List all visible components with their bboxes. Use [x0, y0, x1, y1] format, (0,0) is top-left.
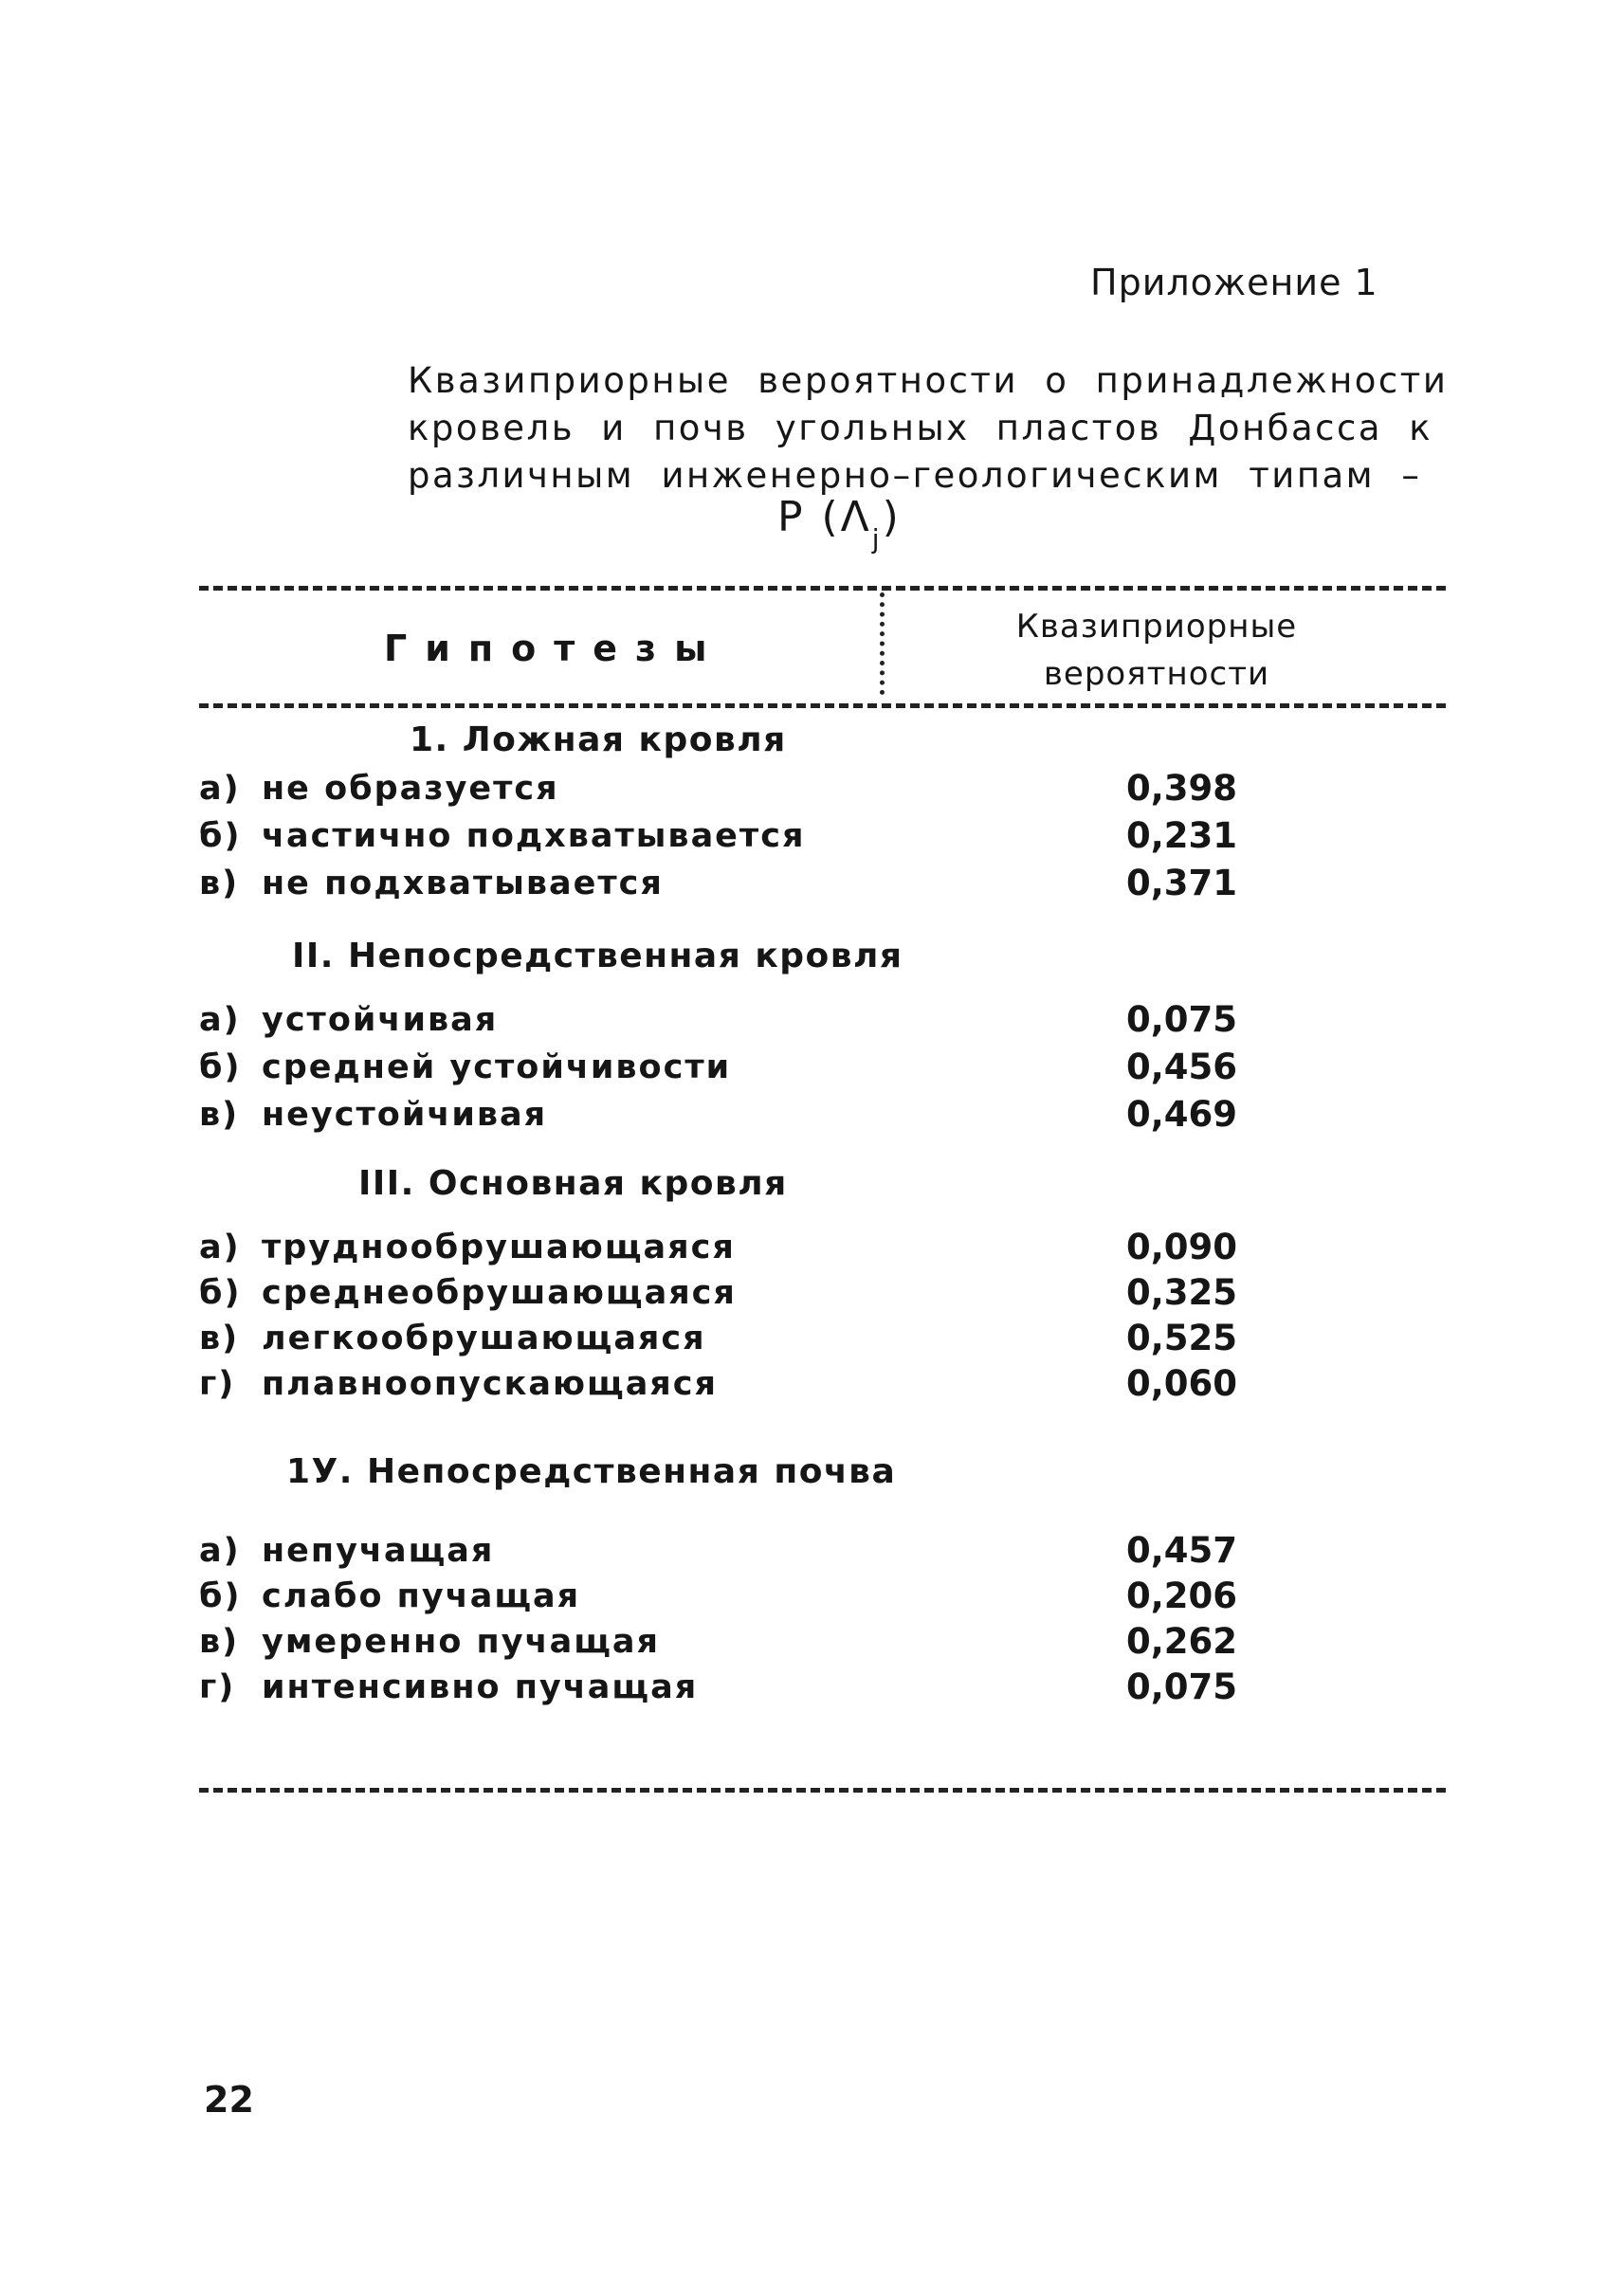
row-marker: а) — [199, 1229, 241, 1266]
formula-base: P (Λ — [777, 493, 872, 541]
row-value: 0,525 — [1125, 1318, 1237, 1358]
section-title: 1. Ложная кровля — [410, 720, 787, 759]
header-column-divider — [880, 592, 885, 695]
row-marker: б) — [199, 1048, 242, 1086]
appendix-label: Приложение 1 — [1090, 262, 1378, 303]
row-value: 0,231 — [1125, 815, 1237, 856]
row-value: 0,456 — [1125, 1047, 1237, 1087]
row-value: 0,060 — [1125, 1363, 1237, 1404]
table-bottom-rule — [199, 1788, 1446, 1793]
table-row — [199, 865, 664, 902]
row-value: 0,206 — [1125, 1576, 1237, 1616]
table-title-line-3: различным инженерно–геологическим типам – — [408, 455, 1422, 496]
section-title: II. Непосредственная кровля — [292, 937, 903, 975]
row-label: не подхватывается — [262, 865, 664, 902]
section-title: III. Основная кровля — [358, 1164, 788, 1203]
page-number: 22 — [204, 2079, 254, 2121]
row-label: легкообрушающаяся — [262, 1320, 706, 1357]
row-label: умеренно пучащая — [262, 1623, 660, 1661]
column-header-hypotheses: Гипотезы — [384, 628, 725, 669]
table-row — [199, 1229, 736, 1266]
table-row — [199, 1577, 580, 1615]
table-row — [199, 1668, 698, 1706]
row-value: 0,371 — [1125, 863, 1237, 903]
formula-close: ) — [882, 493, 902, 541]
section-title: 1У. Непосредственная почва — [286, 1452, 897, 1491]
row-marker: б) — [199, 1274, 242, 1312]
row-marker: в) — [199, 1623, 240, 1661]
row-value: 0,262 — [1125, 1621, 1237, 1662]
table-row — [199, 817, 805, 855]
row-marker: б) — [199, 1577, 242, 1615]
row-label: частично подхватывается — [262, 817, 806, 855]
row-marker: г) — [199, 1668, 236, 1706]
row-value: 0,457 — [1125, 1530, 1237, 1571]
table-row — [199, 1048, 731, 1086]
row-label: не образуется — [262, 770, 559, 808]
row-marker: в) — [199, 1096, 240, 1134]
row-label: устойчивая — [262, 1001, 499, 1039]
column-header-probabilities: Квазиприорные вероятности — [1015, 608, 1298, 693]
row-value: 0,398 — [1125, 768, 1237, 809]
table-row — [199, 1365, 718, 1403]
row-marker: в) — [199, 1320, 240, 1357]
row-label: непучащая — [262, 1532, 495, 1570]
row-marker: а) — [199, 770, 241, 808]
table-top-rule — [199, 586, 1446, 591]
table-row — [199, 1001, 498, 1039]
table-row — [199, 1096, 547, 1134]
row-label: плавноопускающаяся — [262, 1365, 719, 1403]
table-row — [199, 1320, 706, 1357]
row-label: средней устойчивости — [262, 1048, 732, 1086]
table-row — [199, 1623, 660, 1661]
row-value: 0,469 — [1125, 1094, 1237, 1135]
probability-formula — [777, 493, 902, 555]
table-title-line-2: кровель и почв угольных пластов Донбасса к — [408, 408, 1433, 448]
table-row — [199, 1274, 737, 1312]
row-marker: а) — [199, 1532, 241, 1570]
row-value: 0,325 — [1125, 1272, 1237, 1313]
row-label: интенсивно пучащая — [262, 1668, 699, 1706]
table-row — [199, 1532, 494, 1570]
row-marker: г) — [199, 1365, 236, 1403]
formula-subscript: j — [871, 523, 883, 555]
table-row — [199, 770, 559, 808]
row-value: 0,090 — [1125, 1227, 1237, 1267]
row-marker: в) — [199, 865, 240, 902]
row-value: 0,075 — [1125, 1667, 1237, 1707]
row-marker: б) — [199, 817, 242, 855]
table-title-line-1: Квазиприорные вероятности о принадлежности — [408, 360, 1449, 401]
row-label: труднообрушающаяся — [262, 1229, 736, 1266]
row-value: 0,075 — [1125, 999, 1237, 1040]
row-marker: а) — [199, 1001, 241, 1039]
row-label: слабо пучащая — [262, 1577, 581, 1615]
header-bottom-rule — [199, 703, 1446, 708]
row-label: неустойчивая — [262, 1096, 548, 1134]
row-label: среднеобрушающаяся — [262, 1274, 737, 1312]
